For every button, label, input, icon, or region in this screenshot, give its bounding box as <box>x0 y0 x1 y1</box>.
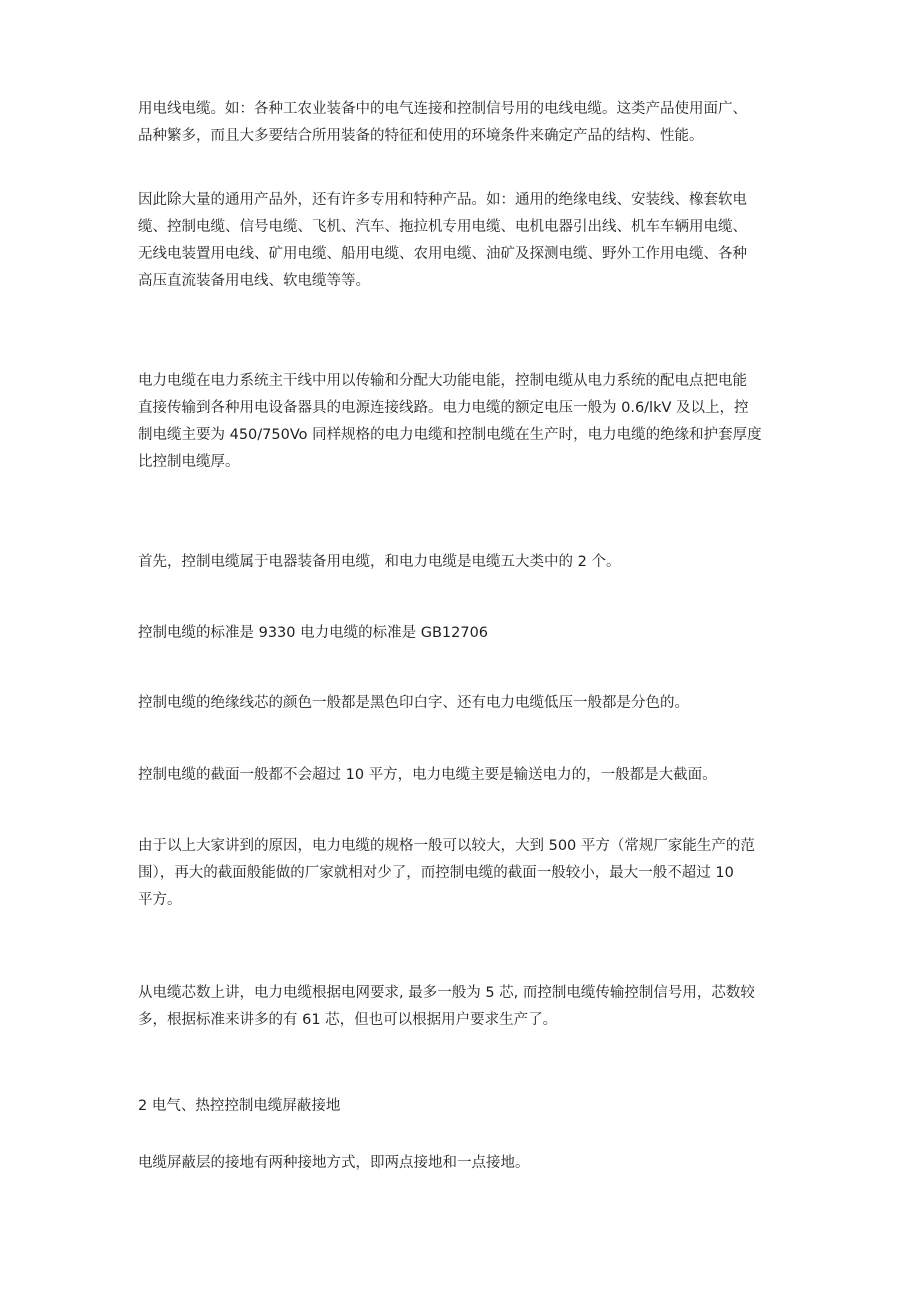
text-line: 2 电气、热控控制电缆屏蔽接地 <box>138 1098 341 1114</box>
text-line: 缆、控制电缆、信号电缆、飞机、汽车、拖拉机专用电缆、电机电器引出线、机车车辆用电缆、 <box>138 219 747 235</box>
text-line: 因此除大量的通用产品外，还有许多专用和特种产品。如：通用的绝缘电线、安装线、橡套软电 <box>138 192 747 208</box>
text-line: 从电缆芯数上讲，电力电缆根据电网要求, 最多一般为 5 芯, 而控制电缆传输控制信号用，芯数较 <box>138 985 755 1001</box>
paragraph-7 <box>138 762 788 789</box>
paragraph-10 <box>138 1150 788 1177</box>
text-line: 电缆屏蔽层的接地有两种接地方式，即两点接地和一点接地。 <box>138 1155 530 1171</box>
text-line: 围），再大的截面般能做的厂家就相对少了，而控制电缆的截面一般较小，最大一般不超过 10 <box>138 865 734 881</box>
text-line: 品种繁多，而且大多要结合所用装备的特征和使用的环境条件来确定产品的结构、性能。 <box>138 128 704 144</box>
text-line: 控制电缆的截面一般都不会超过 10 平方，电力电缆主要是输送电力的，一般都是大截面。 <box>138 767 717 783</box>
paragraph-5 <box>138 620 788 647</box>
text-line: 控制电缆的绝缘线芯的颜色一般都是黑色印白字、还有电力电缆低压一般都是分色的。 <box>138 695 689 711</box>
text-line: 平方。 <box>138 892 182 908</box>
paragraph-8 <box>138 833 788 914</box>
text-line: 首先，控制电缆属于电器装备用电缆，和电力电缆是电缆五大类中的 2 个。 <box>138 554 621 570</box>
text-line: 高压直流装备用电线、软电缆等等。 <box>138 273 370 289</box>
paragraph-1 <box>138 96 788 150</box>
text-line: 多，根据标准来讲多的有 61 芯，但也可以根据用户要求生产了。 <box>138 1012 558 1028</box>
paragraph-9 <box>138 980 788 1034</box>
text-line: 电力电缆在电力系统主干线中用以传输和分配大功能电能，控制电缆从电力系统的配电点把电能 <box>138 373 747 389</box>
text-line: 控制电缆的标准是 9330 电力电缆的标准是 GB12706 <box>138 625 489 641</box>
section-heading <box>138 1093 788 1120</box>
paragraph-2 <box>138 187 788 295</box>
text-line: 无线电装置用电线、矿用电缆、船用电缆、农用电缆、油矿及探测电缆、野外工作用电缆、各种 <box>138 246 747 262</box>
text-line: 直接传输到各种用电设备器具的电源连接线路。电力电缆的额定电压一般为 0.6/lkV 及以上，控 <box>138 400 749 416</box>
text-line: 用电线电缆。如：各种工农业装备中的电气连接和控制信号用的电线电缆。这类产品使用面广、 <box>138 101 747 117</box>
text-line: 制电缆主要为 450/750Vo 同样规格的电力电缆和控制电缆在生产时，电力电缆的绝缘和护套厚度 <box>138 427 762 443</box>
paragraph-3 <box>138 368 788 476</box>
paragraph-6 <box>138 690 788 717</box>
text-line: 由于以上大家讲到的原因，电力电缆的规格一般可以较大，大到 500 平方（常规厂家能生产的范 <box>138 838 755 854</box>
paragraph-4 <box>138 549 788 576</box>
text-line: 比控制电缆厚。 <box>138 454 240 470</box>
